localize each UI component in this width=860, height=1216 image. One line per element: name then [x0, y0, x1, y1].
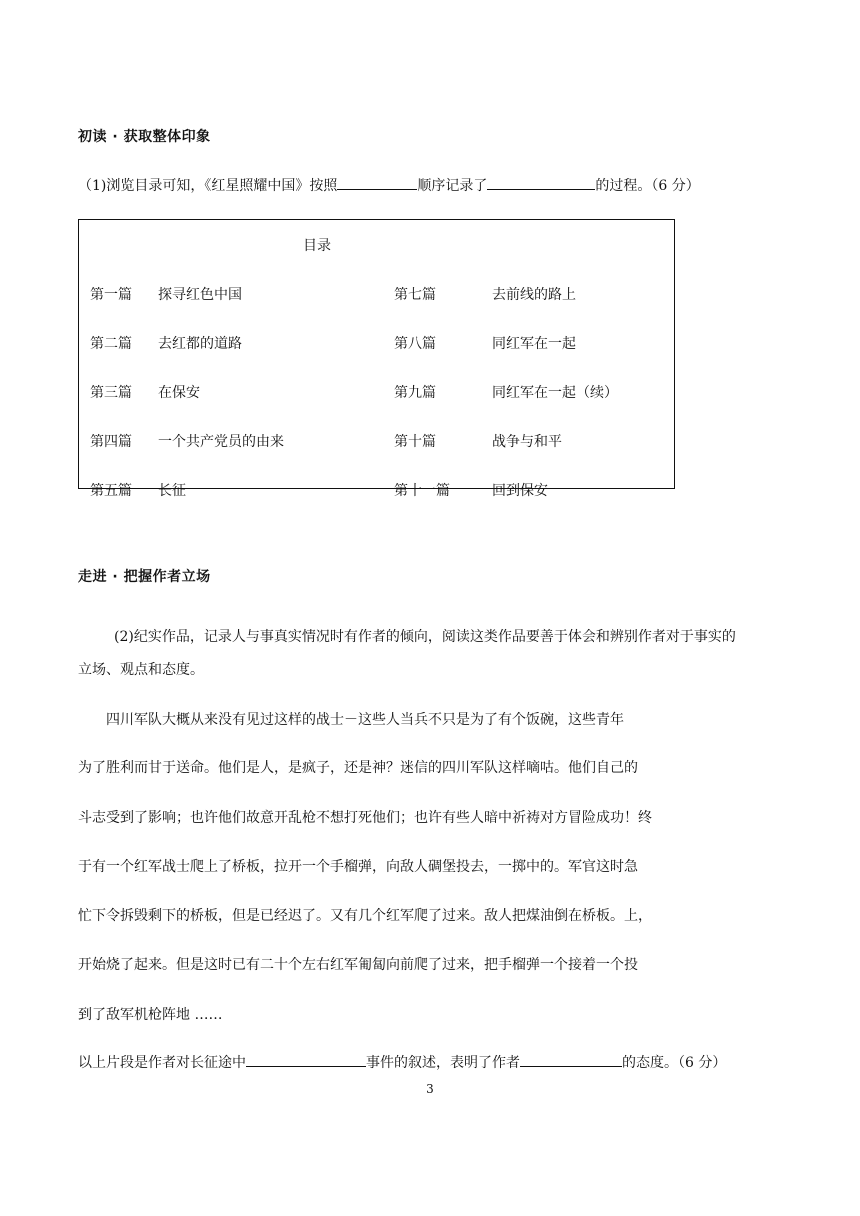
q2-text-b: 事件的叙述，表明了作者 — [366, 1055, 520, 1071]
toc-chapter-title: 战争与和平 — [492, 434, 562, 450]
passage-line: 到了敌军机枪阵地 …… — [78, 1007, 223, 1023]
section2-intro-line2: 立场、观点和态度。 — [78, 662, 204, 678]
toc-chapter-title: 去前线的路上 — [492, 287, 576, 303]
q2-blank-1 — [246, 1054, 366, 1067]
section2-heading: 走进 · 把握作者立场 — [78, 569, 211, 585]
toc-chapter-number: 第八篇 — [394, 336, 436, 352]
toc-chapter-title: 一个共产党员的由来 — [158, 434, 284, 450]
q2-text-c: 的态度。（6 分） — [622, 1055, 727, 1071]
toc-row — [79, 382, 674, 402]
page-number: 3 — [426, 1082, 434, 1096]
q1-text-a: （1)浏览目录可知，《红星照耀中国》按照 — [78, 178, 338, 194]
toc-chapter-title: 回到保安 — [492, 483, 548, 499]
toc-chapter-number: 第二篇 — [90, 336, 132, 352]
q1-text-b: 顺序记录了 — [417, 178, 488, 194]
toc-row — [79, 284, 674, 304]
q2-text-a: 以上片段是作者对长征途中 — [78, 1055, 246, 1071]
passage-line: 开始烧了起来。但是这时已有二十个左右红军匍匐向前爬了过来，把手榴弹一个接着一个投 — [78, 957, 638, 973]
toc-chapter-number: 第三篇 — [90, 385, 132, 401]
toc-chapter-title: 探寻红色中国 — [158, 287, 242, 303]
toc-chapter-number: 第七篇 — [394, 287, 436, 303]
passage-line: 于有一个红军战士爬上了桥板，拉开一个手榴弹，向敌人碉堡投去，一掷中的。军官这时急 — [78, 859, 638, 875]
toc-chapter-number: 第九篇 — [394, 385, 436, 401]
q1-blank-1 — [337, 177, 417, 190]
toc-row — [79, 431, 674, 451]
question-1 — [78, 175, 700, 195]
passage-line: 斗志受到了影响；也许他们故意开乱枪不想打死他们；也许有些人暗中祈祷对方冒险成功！终 — [78, 810, 652, 826]
toc-chapter-title: 长征 — [158, 483, 186, 499]
toc-chapter-title: 去红都的道路 — [158, 336, 242, 352]
toc-chapter-title: 在保安 — [158, 385, 200, 401]
passage-line: 为了胜利而甘于送命。他们是人，是疯子，还是神？迷信的四川军队这样嘀咕。他们自己的 — [78, 760, 638, 776]
question-2 — [78, 1052, 726, 1072]
toc-chapter-number: 第十篇 — [394, 434, 436, 450]
toc-title: 目录 — [303, 238, 331, 254]
passage-line: 四川军队大概从来没有见过这样的战士－这些人当兵不只是为了有个饭碗，这些青年 — [106, 712, 624, 728]
q2-blank-2 — [520, 1054, 622, 1067]
q1-blank-2 — [487, 177, 595, 190]
toc-chapter-number: 第五篇 — [90, 483, 132, 499]
toc-chapter-number: 第十一篇 — [394, 483, 450, 499]
table-of-contents-box — [78, 219, 675, 499]
toc-row — [79, 480, 674, 500]
toc-chapter-number: 第一篇 — [90, 287, 132, 303]
q1-text-c: 的过程。（6 分） — [595, 178, 700, 194]
section2-intro-line1: (2)纪实作品，记录人与事真实情况时有作者的倾向，阅读这类作品要善于体会和辨别作者对于事实的 — [114, 629, 736, 645]
section1-heading: 初读 · 获取整体印象 — [78, 129, 211, 145]
toc-row — [79, 333, 674, 353]
passage-line: 忙下令拆毁剩下的桥板，但是已经迟了。又有几个红军爬了过来。敌人把煤油倒在桥板。上， — [78, 908, 652, 924]
toc-chapter-title: 同红军在一起 — [492, 336, 576, 352]
toc-chapter-number: 第四篇 — [90, 434, 132, 450]
toc-chapter-title: 同红军在一起（续） — [492, 385, 618, 401]
